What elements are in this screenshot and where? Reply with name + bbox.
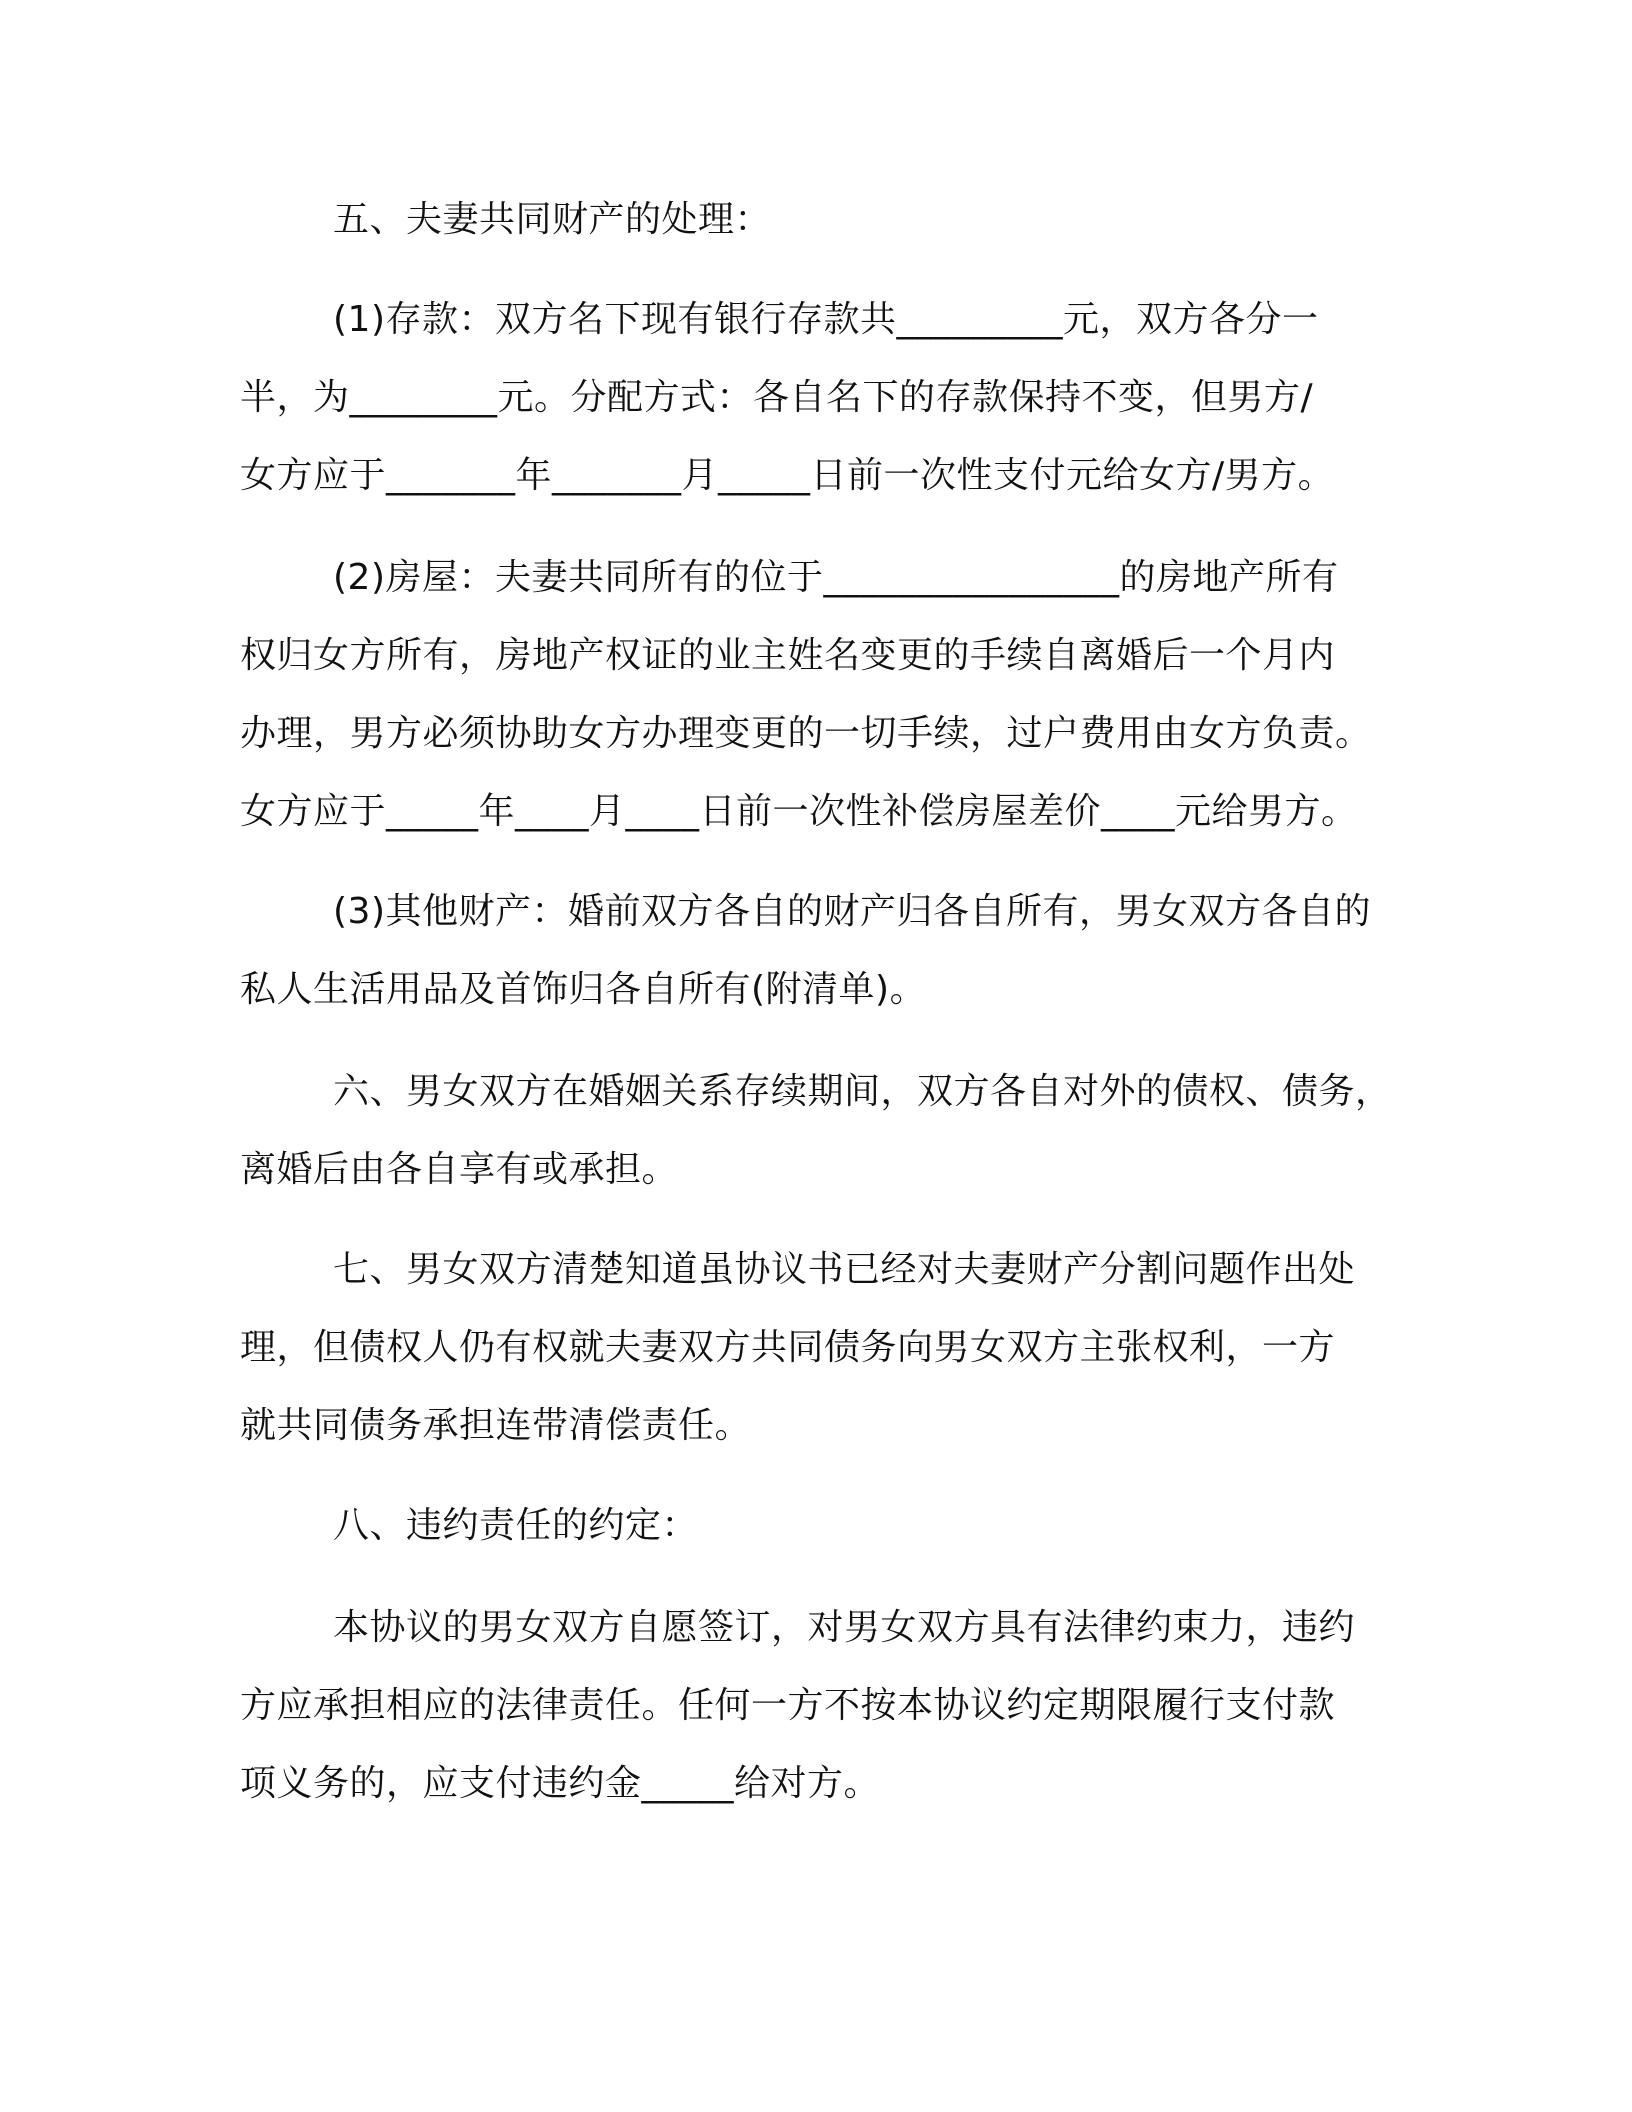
item-1-line-1: (1)存款：双方名下现有银行存款共_________元，双方各分一 [333,299,1319,340]
section-5-heading: 五、夫妻共同财产的处理： [333,199,772,240]
section-6-line-2: 离婚后由各自享有或承担。 [240,1149,679,1190]
item-2-line-3: 办理，男方必须协助女方办理变更的一切手续，过户费用由女方负责。 [240,713,1372,754]
item-3-line-2: 私人生活用品及首饰归各自所有(附清单)。 [240,969,927,1010]
section-8-body-line-2: 方应承担相应的法律责任。任何一方不按本协议约定期限履行支付款 [240,1685,1336,1726]
item-1-line-3: 女方应于_______年_______月_____日前一次性支付元给女方/男方。 [240,455,1335,496]
section-8-body-line-1: 本协议的男女双方自愿签订，对男女双方具有法律约束力，违约 [333,1607,1356,1648]
item-2-line-1: (2)房屋：夫妻共同所有的位于________________的房地产所有 [333,557,1339,598]
section-8-heading: 八、违约责任的约定： [333,1505,699,1546]
section-7-line-2: 理，但债权人仍有权就夫妻双方共同债务向男女双方主张权利，一方 [240,1327,1336,1368]
section-8-body-line-3: 项义务的，应支付违约金_____给对方。 [240,1763,881,1804]
section-6-line-1: 六、男女双方在婚姻关系存续期间，双方各自对外的债权、债务， [333,1071,1392,1112]
section-7-line-1: 七、男女双方清楚知道虽协议书已经对夫妻财产分割问题作出处 [333,1249,1356,1290]
item-1-line-2: 半，为________元。分配方式：各自名下的存款保持不变，但男方/ [240,377,1314,418]
section-7-line-3: 就共同债务承担连带清偿责任。 [240,1405,752,1446]
item-2-line-4: 女方应于_____年____月____日前一次性补偿房屋差价____元给男方。 [240,791,1358,832]
item-2-line-2: 权归女方所有，房地产权证的业主姓名变更的手续自离婚后一个月内 [240,635,1336,676]
item-3-line-1: (3)其他财产：婚前双方各自的财产归各自所有，男女双方各自的 [333,891,1371,932]
